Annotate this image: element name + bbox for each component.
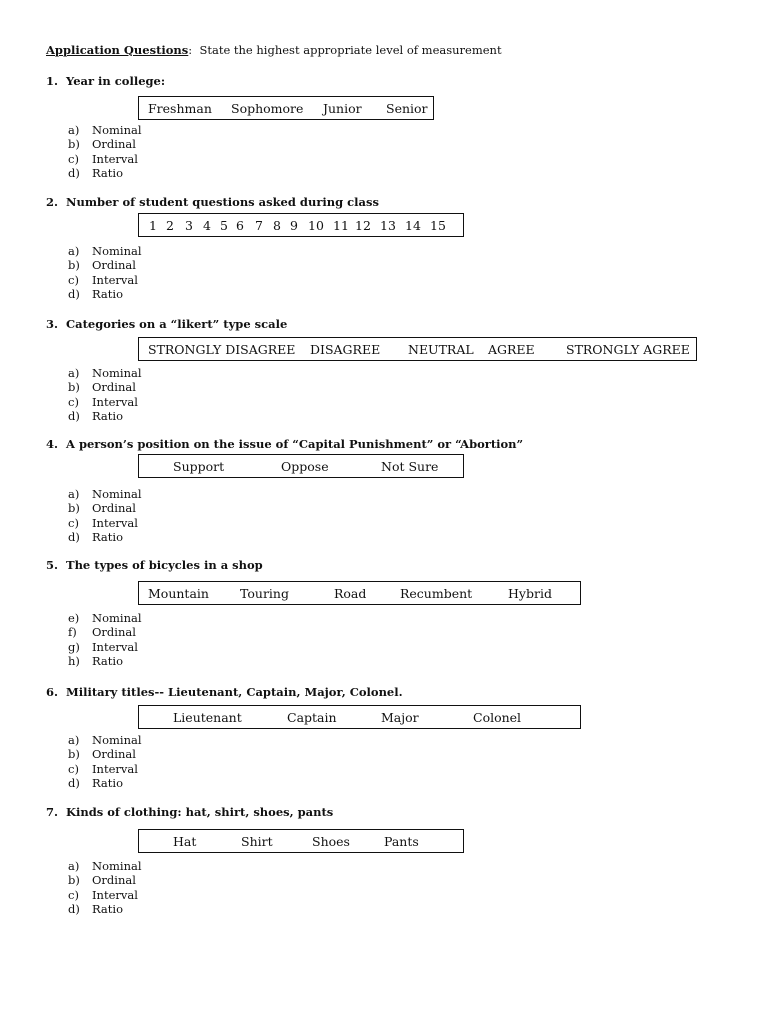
option-letter: a) [68,244,80,258]
answer-option[interactable] [68,733,142,747]
option-letter: b) [68,137,80,152]
option-letter: h) [68,654,80,669]
answer-option[interactable] [68,166,142,180]
answer-option[interactable] [68,137,142,151]
scale-item: 14 [405,218,421,233]
option-text: Ratio [92,530,124,545]
question-number: 2. [46,195,59,209]
scale-item: STRONGLY AGREE [566,342,690,357]
header-label: Application Questions [46,43,189,57]
answer-option[interactable] [68,366,142,380]
option-text: Nominal [92,366,142,380]
question-3-scale-box [138,337,697,361]
scale-item: Oppose [281,459,329,474]
option-text: Ratio [92,166,124,181]
question-7-scale-box [138,829,464,853]
option-text: Interval [92,639,138,654]
option-text: Ratio [92,776,124,791]
scale-item: 1 [149,218,157,233]
scale-item: 11 [333,218,349,233]
option-text: Interval [92,761,138,776]
option-letter: c) [68,887,79,902]
answer-option[interactable] [68,762,142,776]
answer-option[interactable] [68,152,142,166]
option-text: Ratio [92,409,124,424]
question-number: 6. [46,685,59,699]
option-letter: d) [68,776,80,791]
answer-option[interactable] [68,625,142,639]
option-text: Ordinal [92,137,136,152]
scale-item: NEUTRAL [408,342,474,357]
option-text: Ordinal [92,501,136,516]
scale-item: AGREE [488,342,535,357]
answer-option[interactable] [68,654,142,668]
scale-item: Recumbent [400,586,473,601]
scale-item: 7 [255,218,263,233]
scale-item: 8 [273,218,281,233]
option-letter: e) [68,611,80,625]
question-1-scale-box [138,96,434,120]
question-3-options [68,366,142,424]
question-5-title [46,558,263,572]
option-letter: d) [68,166,80,181]
worksheet-header [46,43,502,57]
question-text: Military titles-- Lieutenant, Captain, Major, Colonel. [66,685,403,699]
question-4-title [46,437,523,451]
answer-option[interactable] [68,530,142,544]
question-3-title [46,317,287,331]
question-number: 4. [46,437,59,451]
question-5-options [68,611,142,669]
scale-item: Shoes [312,834,350,849]
scale-item: Captain [287,710,337,725]
question-2-scale-box [138,213,464,237]
question-number: 3. [46,317,59,331]
scale-item: Lieutenant [173,710,242,725]
scale-item: DISAGREE [310,342,381,357]
scale-item: Sophomore [231,101,304,116]
option-text: Interval [92,272,138,287]
question-number: 5. [46,558,59,572]
question-6-options [68,733,142,791]
answer-option[interactable] [68,487,142,501]
option-text: Nominal [92,244,142,258]
header-instruction: State the highest appropriate level of measurement [199,43,502,57]
scale-item: STRONGLY DISAGREE [148,342,296,357]
option-letter: g) [68,639,80,654]
option-text: Ratio [92,654,124,669]
option-text: Ordinal [92,747,136,762]
scale-item: Shirt [241,834,273,849]
question-7-title [46,805,333,819]
option-letter: a) [68,487,80,501]
option-letter: d) [68,902,80,917]
question-4-scale-box [138,454,464,478]
scale-item: 6 [236,218,244,233]
option-letter: a) [68,859,80,873]
answer-option[interactable] [68,409,142,423]
option-letter: c) [68,394,79,409]
answer-option[interactable] [68,395,142,409]
question-number: 7. [46,805,59,819]
question-6-title [46,685,403,699]
scale-item: Touring [240,586,289,601]
option-letter: c) [68,151,79,166]
answer-option[interactable] [68,380,142,394]
question-1-title [46,74,165,88]
scale-item: 15 [430,218,446,233]
option-text: Ordinal [92,258,136,273]
option-text: Nominal [92,123,142,137]
option-text: Interval [92,151,138,166]
answer-option[interactable] [68,859,142,873]
answer-option[interactable] [68,640,142,654]
answer-option[interactable] [68,888,142,902]
answer-option[interactable] [68,123,142,137]
scale-item: 4 [203,218,211,233]
scale-item: Pants [384,834,419,849]
scale-item: 3 [185,218,193,233]
option-letter: a) [68,366,80,380]
answer-option[interactable] [68,516,142,530]
answer-option[interactable] [68,902,142,916]
option-letter: d) [68,409,80,424]
scale-item: Not Sure [381,459,439,474]
answer-option[interactable] [68,611,142,625]
option-text: Nominal [92,733,142,747]
scale-item: Hat [173,834,197,849]
question-7-options [68,859,142,917]
option-letter: b) [68,380,80,395]
option-letter: c) [68,272,79,287]
question-text: Number of student questions asked during class [66,195,379,209]
option-letter: c) [68,515,79,530]
option-text: Ordinal [92,625,136,640]
answer-option[interactable] [68,873,142,887]
option-text: Ratio [92,287,124,302]
option-text: Ordinal [92,873,136,888]
scale-item: 5 [220,218,228,233]
question-text: Year in college: [66,74,166,88]
answer-option[interactable] [68,273,142,287]
scale-item: Senior [386,101,428,116]
option-letter: a) [68,123,80,137]
answer-option[interactable] [68,776,142,790]
option-text: Nominal [92,487,142,501]
scale-item: 12 [355,218,371,233]
scale-item: Colonel [473,710,522,725]
answer-option[interactable] [68,501,142,515]
option-letter: f) [68,625,77,640]
option-text: Nominal [92,611,142,625]
question-text: The types of bicycles in a shop [66,558,263,572]
answer-option[interactable] [68,258,142,272]
option-letter: c) [68,761,79,776]
option-letter: b) [68,501,80,516]
scale-item: Mountain [148,586,209,601]
option-text: Interval [92,394,138,409]
header-colon: : [188,43,193,57]
answer-option[interactable] [68,287,142,301]
question-number: 1. [46,74,59,88]
question-1-options [68,123,142,181]
scale-item: Support [173,459,225,474]
scale-item: Freshman [148,101,212,116]
scale-item: 9 [290,218,298,233]
option-letter: d) [68,287,80,302]
question-6-scale-box [138,705,581,729]
option-text: Nominal [92,859,142,873]
option-text: Ratio [92,902,124,917]
scale-item: Junior [323,101,362,116]
answer-option[interactable] [68,244,142,258]
scale-item: 13 [380,218,396,233]
option-text: Ordinal [92,380,136,395]
question-4-options [68,487,142,545]
option-letter: b) [68,873,80,888]
option-letter: b) [68,747,80,762]
scale-item: Hybrid [508,586,552,601]
question-2-options [68,244,142,302]
scale-item: Major [381,710,419,725]
scale-item: 2 [166,218,174,233]
question-5-scale-box [138,581,581,605]
option-text: Interval [92,515,138,530]
answer-option[interactable] [68,747,142,761]
option-letter: a) [68,733,80,747]
scale-item: 10 [308,218,324,233]
option-letter: b) [68,258,80,273]
option-text: Interval [92,887,138,902]
scale-item: Road [334,586,367,601]
question-text: Kinds of clothing: hat, shirt, shoes, pants [66,805,334,819]
question-2-title [46,195,379,209]
option-letter: d) [68,530,80,545]
question-text: Categories on a “likert” type scale [66,317,288,331]
question-text: A person’s position on the issue of “Capital Punishment” or “Abortion” [66,437,524,451]
